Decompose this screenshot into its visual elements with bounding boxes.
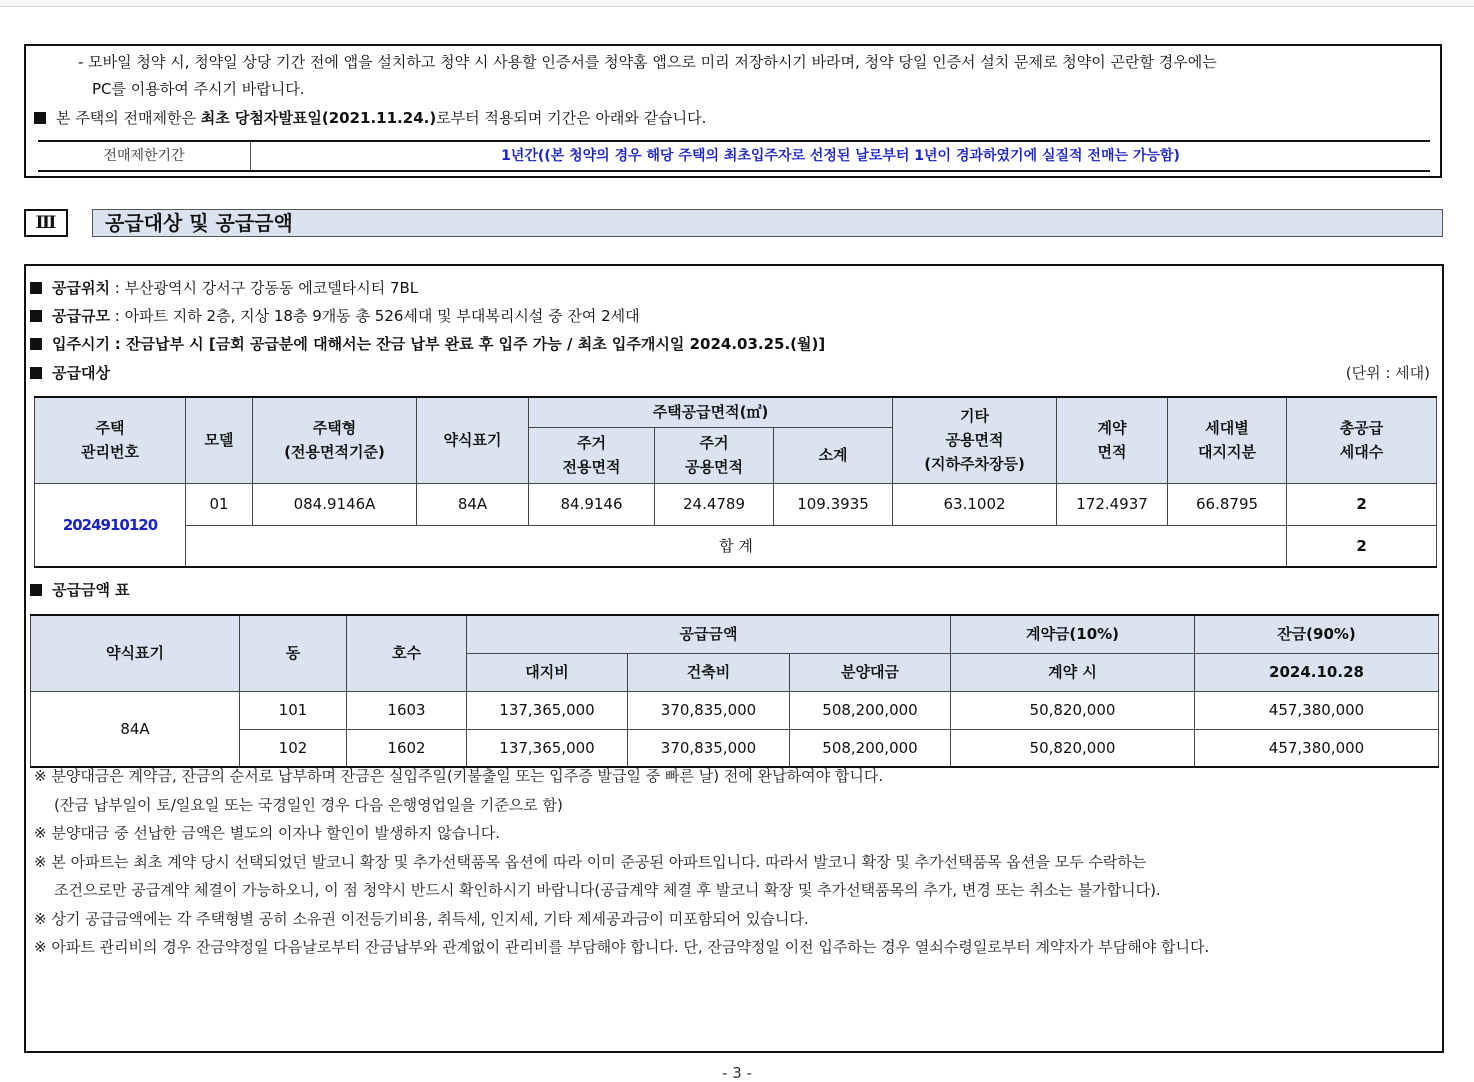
- resale-notice-date: 최초 당첨자발표일(2021.11.24.): [200, 109, 437, 127]
- section-number: Ⅲ: [24, 209, 68, 237]
- info-movein-value: : 잔금납부 시 [금회 공급분에 대해서는 잔금 납부 완료 후 입주 가능 / 최초 입주개시일 2024.03.25.(월)]: [114, 335, 826, 353]
- price-cell-ho: 1603: [347, 691, 467, 729]
- price-cell-balance: 457,380,000: [1195, 691, 1439, 729]
- info-movein-label: 입주시기: [52, 335, 110, 353]
- note-item: ※ 분양대금은 계약금, 잔금의 순서로 납부하며 잔금은 실입주일(키불출일 또는 입주증 발급일 중 빠른 날) 전에 완납하여야 합니다.: [34, 767, 884, 785]
- price-header-group: 공급금액: [467, 615, 951, 653]
- price-header-balance-date: 2024.10.28: [1195, 653, 1439, 691]
- price-header-land-cost: 대지비: [467, 653, 628, 691]
- price-header-balance: 잔금(90%): [1195, 615, 1439, 653]
- mobile-notice-box: [24, 44, 1442, 178]
- price-table: [30, 614, 1439, 768]
- resale-notice-suffix: 로부터 적용되며 기간은 아래와 같습니다.: [436, 109, 707, 127]
- cell-sum-total: 2: [1287, 525, 1437, 567]
- unit-label: (단위 : 세대): [1345, 364, 1430, 382]
- resale-period-value: 1년간((본 청약의 경우 해당 주택의 최초입주자로 선정된 날로부터 1년이 경과하였기에 실질적 전매는 가능함): [501, 148, 1180, 164]
- header-area-group: 주택공급면적(㎡): [529, 397, 893, 427]
- header-type: 주택형 (전용면적기준): [253, 397, 417, 483]
- price-section-heading: [30, 577, 130, 603]
- info-location: [30, 275, 418, 301]
- info-location-label: 공급위치: [52, 279, 110, 297]
- header-model: 모델: [186, 397, 253, 483]
- bullet-square-icon: [30, 367, 42, 379]
- price-cell-short: 84A: [31, 691, 240, 767]
- info-movein: [30, 331, 825, 357]
- cell-short: 84A: [417, 483, 529, 525]
- price-cell-dong: 102: [240, 729, 347, 767]
- price-cell-building: 370,835,000: [628, 691, 790, 729]
- cell-contract-area: 172.4937: [1057, 483, 1168, 525]
- cell-model: 01: [186, 483, 253, 525]
- price-header-deposit-when: 계약 시: [951, 653, 1195, 691]
- price-cell-sale: 508,200,000: [790, 691, 951, 729]
- price-cell-building: 370,835,000: [628, 729, 790, 767]
- price-cell-ho: 1602: [347, 729, 467, 767]
- info-location-value: : 부산광역시 강서구 강동동 에코델타시티 7BL: [114, 279, 419, 297]
- info-scale: [30, 303, 640, 329]
- price-cell-land: 137,365,000: [467, 729, 628, 767]
- table-row: [31, 691, 1439, 729]
- price-cell-deposit: 50,820,000: [951, 729, 1195, 767]
- price-header-dong: 동: [240, 615, 347, 691]
- cell-other-area: 63.1002: [893, 483, 1057, 525]
- notice-line-1: - 모바일 청약 시, 청약일 상당 기간 전에 앱을 설치하고 청약 시 사용할 인증서를 청약홈 앱으로 미리 저장하시기 바라며, 청약 당일 인증서 설치 문제로 청약이 곤란할 경우에는: [78, 53, 1217, 71]
- header-other-area: 기타 공용면적 (지하주차장등): [893, 397, 1057, 483]
- info-scale-value: : 아파트 지하 2층, 지상 18층 9개동 총 526세대 및 부대복리시설 중 잔여 2세대: [114, 307, 640, 325]
- page-number: - 3 -: [722, 1064, 752, 1082]
- note-item: ※ 아파트 관리비의 경우 잔금약정일 다음날로부터 잔금납부와 관계없이 관리비를 부담해야 합니다. 단, 잔금약정일 이전 입주하는 경우 열쇠수령일로부터 계약자가 부담해야 합니다.: [34, 938, 1210, 956]
- header-common-area: 주거 공용면적: [655, 427, 774, 483]
- notice-line-2: PC를 이용하여 주시기 바랍니다.: [92, 80, 305, 98]
- price-cell-dong: 101: [240, 691, 347, 729]
- bullet-square-icon: [30, 282, 42, 294]
- bullet-square-icon: [30, 584, 42, 596]
- header-short: 약식표기: [417, 397, 529, 483]
- bullet-square-icon: [34, 112, 46, 124]
- cell-exclusive-area: 84.9146: [529, 483, 655, 525]
- cell-land-share: 66.8795: [1168, 483, 1287, 525]
- price-cell-balance: 457,380,000: [1195, 729, 1439, 767]
- cell-total-units: 2: [1287, 483, 1437, 525]
- cell-sum-label: 합 계: [186, 525, 1287, 567]
- header-land-share: 세대별 대지지분: [1168, 397, 1287, 483]
- info-target-label: 공급대상: [52, 364, 110, 382]
- header-mgmt-no: 주택 관리번호: [35, 397, 186, 483]
- resale-period-row: [38, 140, 1430, 172]
- note-item: ※ 상기 공급금액에는 각 주택형별 공히 소유권 이전등기비용, 취득세, 인지세, 기타 제세공과금이 미포함되어 있습니다.: [34, 909, 809, 928]
- price-cell-deposit: 50,820,000: [951, 691, 1195, 729]
- bullet-square-icon: [30, 338, 42, 350]
- price-header-short: 약식표기: [31, 615, 240, 691]
- header-contract-area: 계약 면적: [1057, 397, 1168, 483]
- price-section-label: 공급금액 표: [52, 581, 130, 599]
- price-header-sale-price: 분양대금: [790, 653, 951, 691]
- header-exclusive-area: 주거 전용면적: [529, 427, 655, 483]
- cell-mgmt-no: 2024910120: [35, 483, 186, 567]
- note-item: 조건으로만 공급계약 체결이 가능하오니, 이 점 청약시 반드시 확인하시기 바랍니다(공급계약 체결 후 발코니 확장 및 추가선택품목의 추가, 변경 또는 취소는 불가합니다).: [54, 881, 1161, 899]
- price-header-ho: 호수: [347, 615, 467, 691]
- note-item: ※ 본 아파트는 최초 계약 당시 선택되었던 발코니 확장 및 추가선택품목 옵션에 따라 이미 준공된 아파트입니다. 따라서 발코니 확장 및 추가선택품목 옵션을 모두 수락하는: [34, 852, 1147, 871]
- section-title: 공급대상 및 공급금액: [92, 209, 1443, 237]
- info-target: [30, 360, 110, 386]
- supply-info-box: [24, 264, 1444, 1053]
- resale-notice: [34, 104, 706, 132]
- cell-type: 084.9146A: [253, 483, 417, 525]
- info-scale-label: 공급규모: [52, 307, 110, 325]
- price-cell-sale: 508,200,000: [790, 729, 951, 767]
- price-header-deposit: 계약금(10%): [951, 615, 1195, 653]
- supply-table: [34, 396, 1437, 568]
- resale-notice-prefix: 본 주택의 전매제한은: [56, 109, 196, 127]
- resale-period-label: 전매제한기간: [38, 142, 251, 170]
- price-cell-land: 137,365,000: [467, 691, 628, 729]
- header-subtotal: 소계: [774, 427, 893, 483]
- bullet-square-icon: [30, 310, 42, 322]
- note-item: ※ 분양대금 중 선납한 금액은 별도의 이자나 할인이 발생하지 않습니다.: [34, 824, 500, 842]
- price-header-building-cost: 건축비: [628, 653, 790, 691]
- cell-common-area: 24.4789: [655, 483, 774, 525]
- header-total-units: 총공급 세대수: [1287, 397, 1437, 483]
- note-item: (잔금 납부일이 토/일요일 또는 국경일인 경우 다음 은행영업일을 기준으로 함): [54, 795, 563, 814]
- notes-list: [34, 762, 1444, 962]
- page-top-edge: [0, 0, 1474, 7]
- cell-subtotal: 109.3935: [774, 483, 893, 525]
